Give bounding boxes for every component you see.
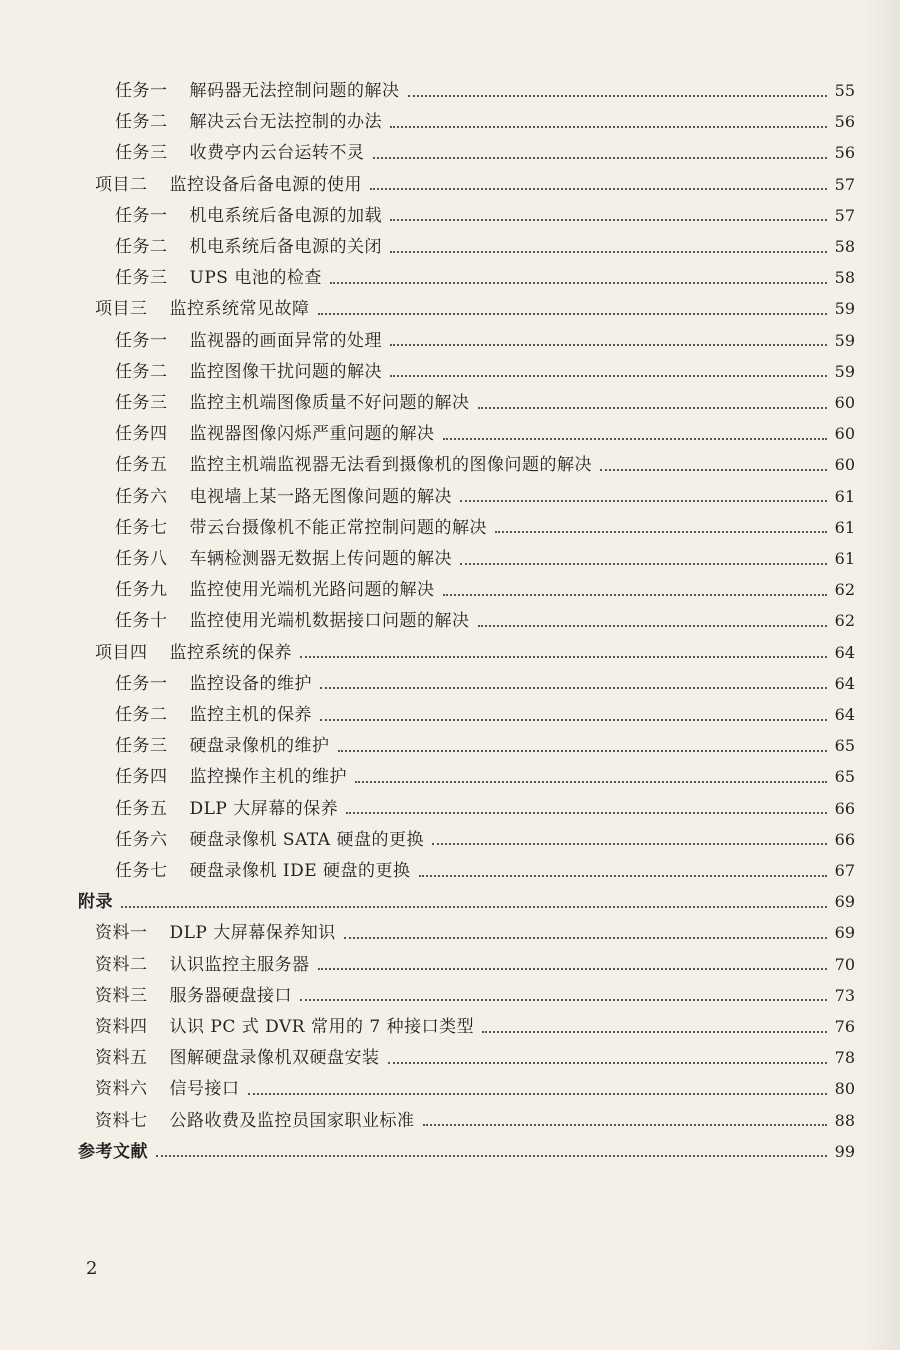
toc-entry-label: [78, 887, 113, 917]
toc-entry-label: [95, 1012, 474, 1042]
page-number: 2: [86, 1258, 98, 1279]
toc-entry-label: [115, 825, 424, 855]
toc-entry: [115, 138, 855, 168]
toc-entry-number: 任务一: [115, 330, 168, 351]
toc-entry: [115, 575, 855, 605]
toc-entry-label: [95, 1106, 415, 1136]
toc-entry-number: 资料六: [95, 1079, 148, 1100]
toc-entry-page: 59: [834, 361, 855, 381]
toc-entry-label: [115, 388, 470, 418]
toc-entry-page: 66: [834, 829, 855, 849]
toc-entry-number: 项目三: [95, 299, 148, 320]
toc-entry: [115, 669, 855, 699]
toc-entry-number: 项目二: [95, 174, 148, 195]
toc-entry-label: [115, 482, 452, 512]
toc-dot-leader: [156, 1154, 827, 1157]
toc-dot-leader: [460, 499, 827, 502]
toc-entry-title: 附录: [78, 892, 113, 913]
toc-entry-label: [115, 575, 435, 605]
toc-entry-title: 硬盘录像机的维护: [189, 736, 330, 757]
toc-entry-page: 69: [834, 923, 855, 943]
toc-entry-number: 任务四: [115, 767, 168, 788]
toc-entry-label: [95, 294, 310, 324]
toc-dot-leader: [330, 281, 827, 284]
toc-dot-leader: [248, 1092, 827, 1095]
toc-entry-label: [115, 357, 382, 387]
toc-entry: [115, 450, 855, 480]
toc-entry-number: 任务一: [115, 205, 168, 226]
toc-entry: [95, 1106, 855, 1136]
toc-entry-title: 监控系统的保养: [169, 642, 292, 663]
toc-entry-label: [115, 513, 487, 543]
toc-dot-leader: [482, 1030, 827, 1033]
toc-entry-number: 任务五: [115, 798, 168, 819]
toc-entry-title: 认识 PC 式 DVR 常用的 7 种接口类型: [169, 1017, 475, 1037]
toc-entry-number: 资料三: [95, 985, 148, 1006]
toc-entry-page: 78: [834, 1048, 855, 1068]
toc-dot-leader: [344, 936, 827, 939]
toc-dot-leader: [320, 718, 827, 721]
toc-entry-number: 任务五: [115, 455, 168, 476]
toc-entry-number: 任务六: [115, 486, 168, 507]
toc-entry-number: 任务十: [115, 611, 168, 632]
toc-dot-leader: [495, 530, 827, 533]
toc-dot-leader: [370, 187, 827, 190]
toc-entry-number: 任务一: [115, 673, 168, 694]
toc-entry-page: 56: [834, 143, 855, 163]
toc-entry-title: 监控主机的保养: [189, 705, 312, 725]
toc-dot-leader: [390, 250, 827, 253]
toc-entry-label: [95, 638, 292, 668]
toc-entry: [95, 918, 855, 948]
toc-dot-leader: [318, 312, 827, 315]
toc-dot-leader: [408, 94, 827, 97]
toc-entry-title: 认识监控主服务器: [169, 954, 310, 975]
toc-dot-leader: [300, 998, 827, 1001]
toc-entry-title: 机电系统后备电源的加载: [189, 205, 382, 226]
toc-entry-page: 62: [834, 580, 855, 600]
toc-entry: [95, 950, 855, 980]
toc-dot-leader: [600, 468, 827, 471]
toc-entry: [115, 419, 855, 449]
toc-entry: [115, 731, 855, 761]
toc-entry-label: [115, 263, 322, 293]
toc-entry-page: 57: [834, 205, 855, 225]
toc-entry-number: 任务七: [115, 517, 168, 538]
toc-dot-leader: [318, 967, 827, 970]
toc-entry: [78, 1137, 855, 1167]
toc-entry-title: UPS 电池的检查: [189, 268, 322, 289]
toc-entry-label: [115, 669, 312, 699]
toc-entry: [95, 1074, 855, 1104]
toc-entry: [115, 856, 855, 886]
toc-entry-title: 机电系统后备电源的关闭: [189, 237, 382, 257]
toc-dot-leader: [390, 218, 827, 221]
toc-entry-label: [115, 856, 411, 886]
toc-entry-title: 解码器无法控制问题的解决: [189, 81, 400, 101]
toc-entry-label: [95, 981, 292, 1011]
toc-entry-number: 任务一: [115, 81, 168, 101]
toc-entry-page: 76: [834, 1017, 855, 1036]
toc-entry-title: 带云台摄像机不能正常控制问题的解决: [189, 517, 487, 538]
toc-entry-number: 任务三: [115, 268, 168, 289]
toc-entry-label: [95, 1074, 240, 1104]
toc-entry-label: [115, 450, 592, 480]
toc-entry-label: [115, 700, 312, 730]
toc-entry-label: [95, 170, 362, 200]
toc-entry-page: 55: [834, 81, 855, 100]
toc-entry-label: [115, 201, 382, 231]
toc-entry-label: [115, 544, 452, 574]
toc-dot-leader: [443, 593, 827, 596]
toc-entry-title: 图解硬盘录像机双硬盘安装: [169, 1048, 380, 1069]
toc-entry-title: 监控主机端图像质量不好问题的解决: [189, 393, 470, 413]
toc-entry-label: [115, 731, 330, 761]
toc-entry-label: [95, 1043, 380, 1073]
toc-entry-number: 任务八: [115, 549, 168, 569]
toc-entry: [115, 700, 855, 730]
toc-entry-title: 监控设备的维护: [189, 673, 312, 694]
toc-entry-number: 资料二: [95, 954, 148, 975]
toc-dot-leader: [346, 811, 826, 814]
toc-entry: [115, 794, 855, 824]
toc-entry-title: 监视器图像闪烁严重问题的解决: [189, 424, 435, 445]
toc-entry: [115, 606, 855, 636]
toc-entry-number: 资料五: [95, 1048, 148, 1069]
toc-entry-number: 资料四: [95, 1017, 148, 1037]
toc-entry-label: [115, 419, 435, 449]
toc-dot-leader: [320, 686, 827, 689]
toc-dot-leader: [390, 125, 827, 128]
toc-dot-leader: [423, 1123, 827, 1126]
toc-entry-label: [115, 138, 365, 168]
toc-entry-page: 80: [834, 1079, 855, 1099]
toc-entry-title: 监控系统常见故障: [169, 299, 310, 320]
toc-entry-number: 资料一: [95, 923, 148, 944]
toc-entry-label: [115, 762, 347, 792]
toc-dot-leader: [390, 374, 827, 377]
toc-entry: [95, 638, 855, 668]
toc-entry-number: 任务三: [115, 736, 168, 757]
toc-entry-label: [95, 918, 336, 948]
toc-dot-leader: [432, 842, 827, 845]
toc-entry-page: 56: [834, 112, 855, 132]
toc-entry-title: 信号接口: [169, 1079, 240, 1100]
toc-entry: [115, 107, 855, 137]
toc-entry-page: 60: [834, 393, 855, 412]
toc-entry-number: 任务二: [115, 361, 168, 382]
page-edge-shadow: [864, 0, 900, 1350]
toc-entry: [115, 357, 855, 387]
toc-entry-label: [95, 950, 310, 980]
toc-entry: [115, 825, 855, 855]
toc-entry-title: 收费亭内云台运转不灵: [189, 143, 365, 164]
toc-entry-page: 61: [834, 486, 855, 506]
toc-entry-title: DLP 大屏幕的保养: [189, 798, 339, 819]
toc-entry-page: 58: [834, 237, 855, 256]
toc-entry-page: 65: [834, 767, 855, 787]
toc-entry-page: 67: [834, 861, 855, 880]
toc-entry-page: 70: [834, 954, 855, 974]
toc-entry-title: DLP 大屏幕保养知识: [169, 923, 336, 944]
toc-entry: [115, 326, 855, 356]
toc-dot-leader: [478, 624, 827, 627]
toc-dot-leader: [478, 406, 827, 409]
toc-entry: [95, 1012, 855, 1042]
toc-entry-number: 任务四: [115, 424, 168, 445]
toc-entry: [115, 232, 855, 262]
toc-entry-page: 59: [834, 299, 855, 319]
toc-dot-leader: [300, 655, 827, 658]
toc-entry-label: [115, 326, 382, 356]
toc-entry: [115, 76, 855, 106]
toc-entry-title: 监控设备后备电源的使用: [169, 174, 362, 195]
toc-entry-title: 监控操作主机的维护: [189, 767, 347, 788]
toc-entry-page: 69: [834, 892, 855, 912]
toc-entry: [115, 513, 855, 543]
toc-entry-title: 监控使用光端机数据接口问题的解决: [189, 611, 470, 632]
toc-entry: [115, 762, 855, 792]
toc-entry: [95, 1043, 855, 1073]
toc-entry-title: 监控图像干扰问题的解决: [189, 361, 382, 382]
toc-entry: [115, 201, 855, 231]
toc-entry-title: 车辆检测器无数据上传问题的解决: [189, 549, 452, 569]
toc-dot-leader: [460, 562, 827, 565]
toc-entry-page: 64: [834, 673, 855, 693]
toc-entry-number: 任务九: [115, 580, 168, 601]
toc-dot-leader: [355, 780, 827, 783]
toc-entry: [95, 170, 855, 200]
toc-entry: [115, 482, 855, 512]
toc-entry-page: 60: [834, 455, 855, 475]
toc-entry-page: 64: [834, 642, 855, 662]
toc-entry-number: 任务二: [115, 112, 168, 133]
toc-entry-label: [115, 232, 382, 262]
toc-entry-label: [115, 107, 382, 137]
toc-entry-page: 73: [834, 985, 855, 1005]
toc-dot-leader: [338, 749, 827, 752]
toc-entry: [115, 388, 855, 418]
toc-entry-label: [115, 606, 470, 636]
toc-entry-number: 任务二: [115, 237, 168, 257]
toc-entry-label: [115, 794, 338, 824]
toc-entry-page: 88: [834, 1110, 855, 1130]
toc-dot-leader: [390, 343, 827, 346]
toc-entry-title: 公路收费及监控员国家职业标准: [169, 1110, 415, 1131]
toc-entry-title: 服务器硬盘接口: [169, 985, 292, 1006]
toc-entry-page: 59: [834, 330, 855, 350]
toc-entry: [78, 887, 855, 917]
toc-entry-title: 参考文献: [78, 1141, 148, 1162]
toc-entry-number: 任务二: [115, 705, 168, 725]
toc-entry-title: 硬盘录像机 SATA 硬盘的更换: [189, 829, 424, 850]
toc-entry: [115, 263, 855, 293]
toc-dot-leader: [373, 156, 827, 159]
toc-entry-page: 99: [834, 1141, 855, 1161]
toc-dot-leader: [121, 905, 827, 908]
toc-entry-number: 任务三: [115, 393, 168, 413]
toc-entry-page: 57: [834, 174, 855, 194]
toc-dot-leader: [388, 1061, 827, 1064]
toc-entry-number: 资料七: [95, 1110, 148, 1131]
toc-entry-number: 项目四: [95, 642, 148, 663]
toc-entry-title: 监控主机端监视器无法看到摄像机的图像问题的解决: [189, 455, 592, 476]
toc-entry-page: 66: [834, 798, 855, 818]
toc-entry-page: 61: [834, 549, 855, 568]
toc-entry-title: 电视墙上某一路无图像问题的解决: [189, 486, 452, 507]
toc-entry: [115, 544, 855, 574]
toc-entry-page: 60: [834, 424, 855, 444]
toc-entry-page: 62: [834, 611, 855, 631]
toc-entry-title: 解决云台无法控制的办法: [189, 112, 382, 133]
toc-entry-label: [115, 76, 400, 106]
toc-entry-title: 硬盘录像机 IDE 硬盘的更换: [189, 861, 411, 881]
toc-entry-title: 监视器的画面异常的处理: [189, 330, 382, 351]
toc-entry-page: 58: [834, 268, 855, 288]
toc-entry-number: 任务六: [115, 829, 168, 850]
toc-entry: [95, 294, 855, 324]
toc-entry-title: 监控使用光端机光路问题的解决: [189, 580, 435, 601]
toc-dot-leader: [443, 437, 827, 440]
toc-entry-page: 65: [834, 736, 855, 756]
toc-entry-number: 任务七: [115, 861, 168, 881]
toc-entry-label: [78, 1137, 148, 1167]
toc-entry-number: 任务三: [115, 143, 168, 164]
toc-entry: [95, 981, 855, 1011]
toc-entry-page: 61: [834, 517, 855, 537]
toc-dot-leader: [419, 874, 827, 877]
toc-entry-page: 64: [834, 705, 855, 724]
